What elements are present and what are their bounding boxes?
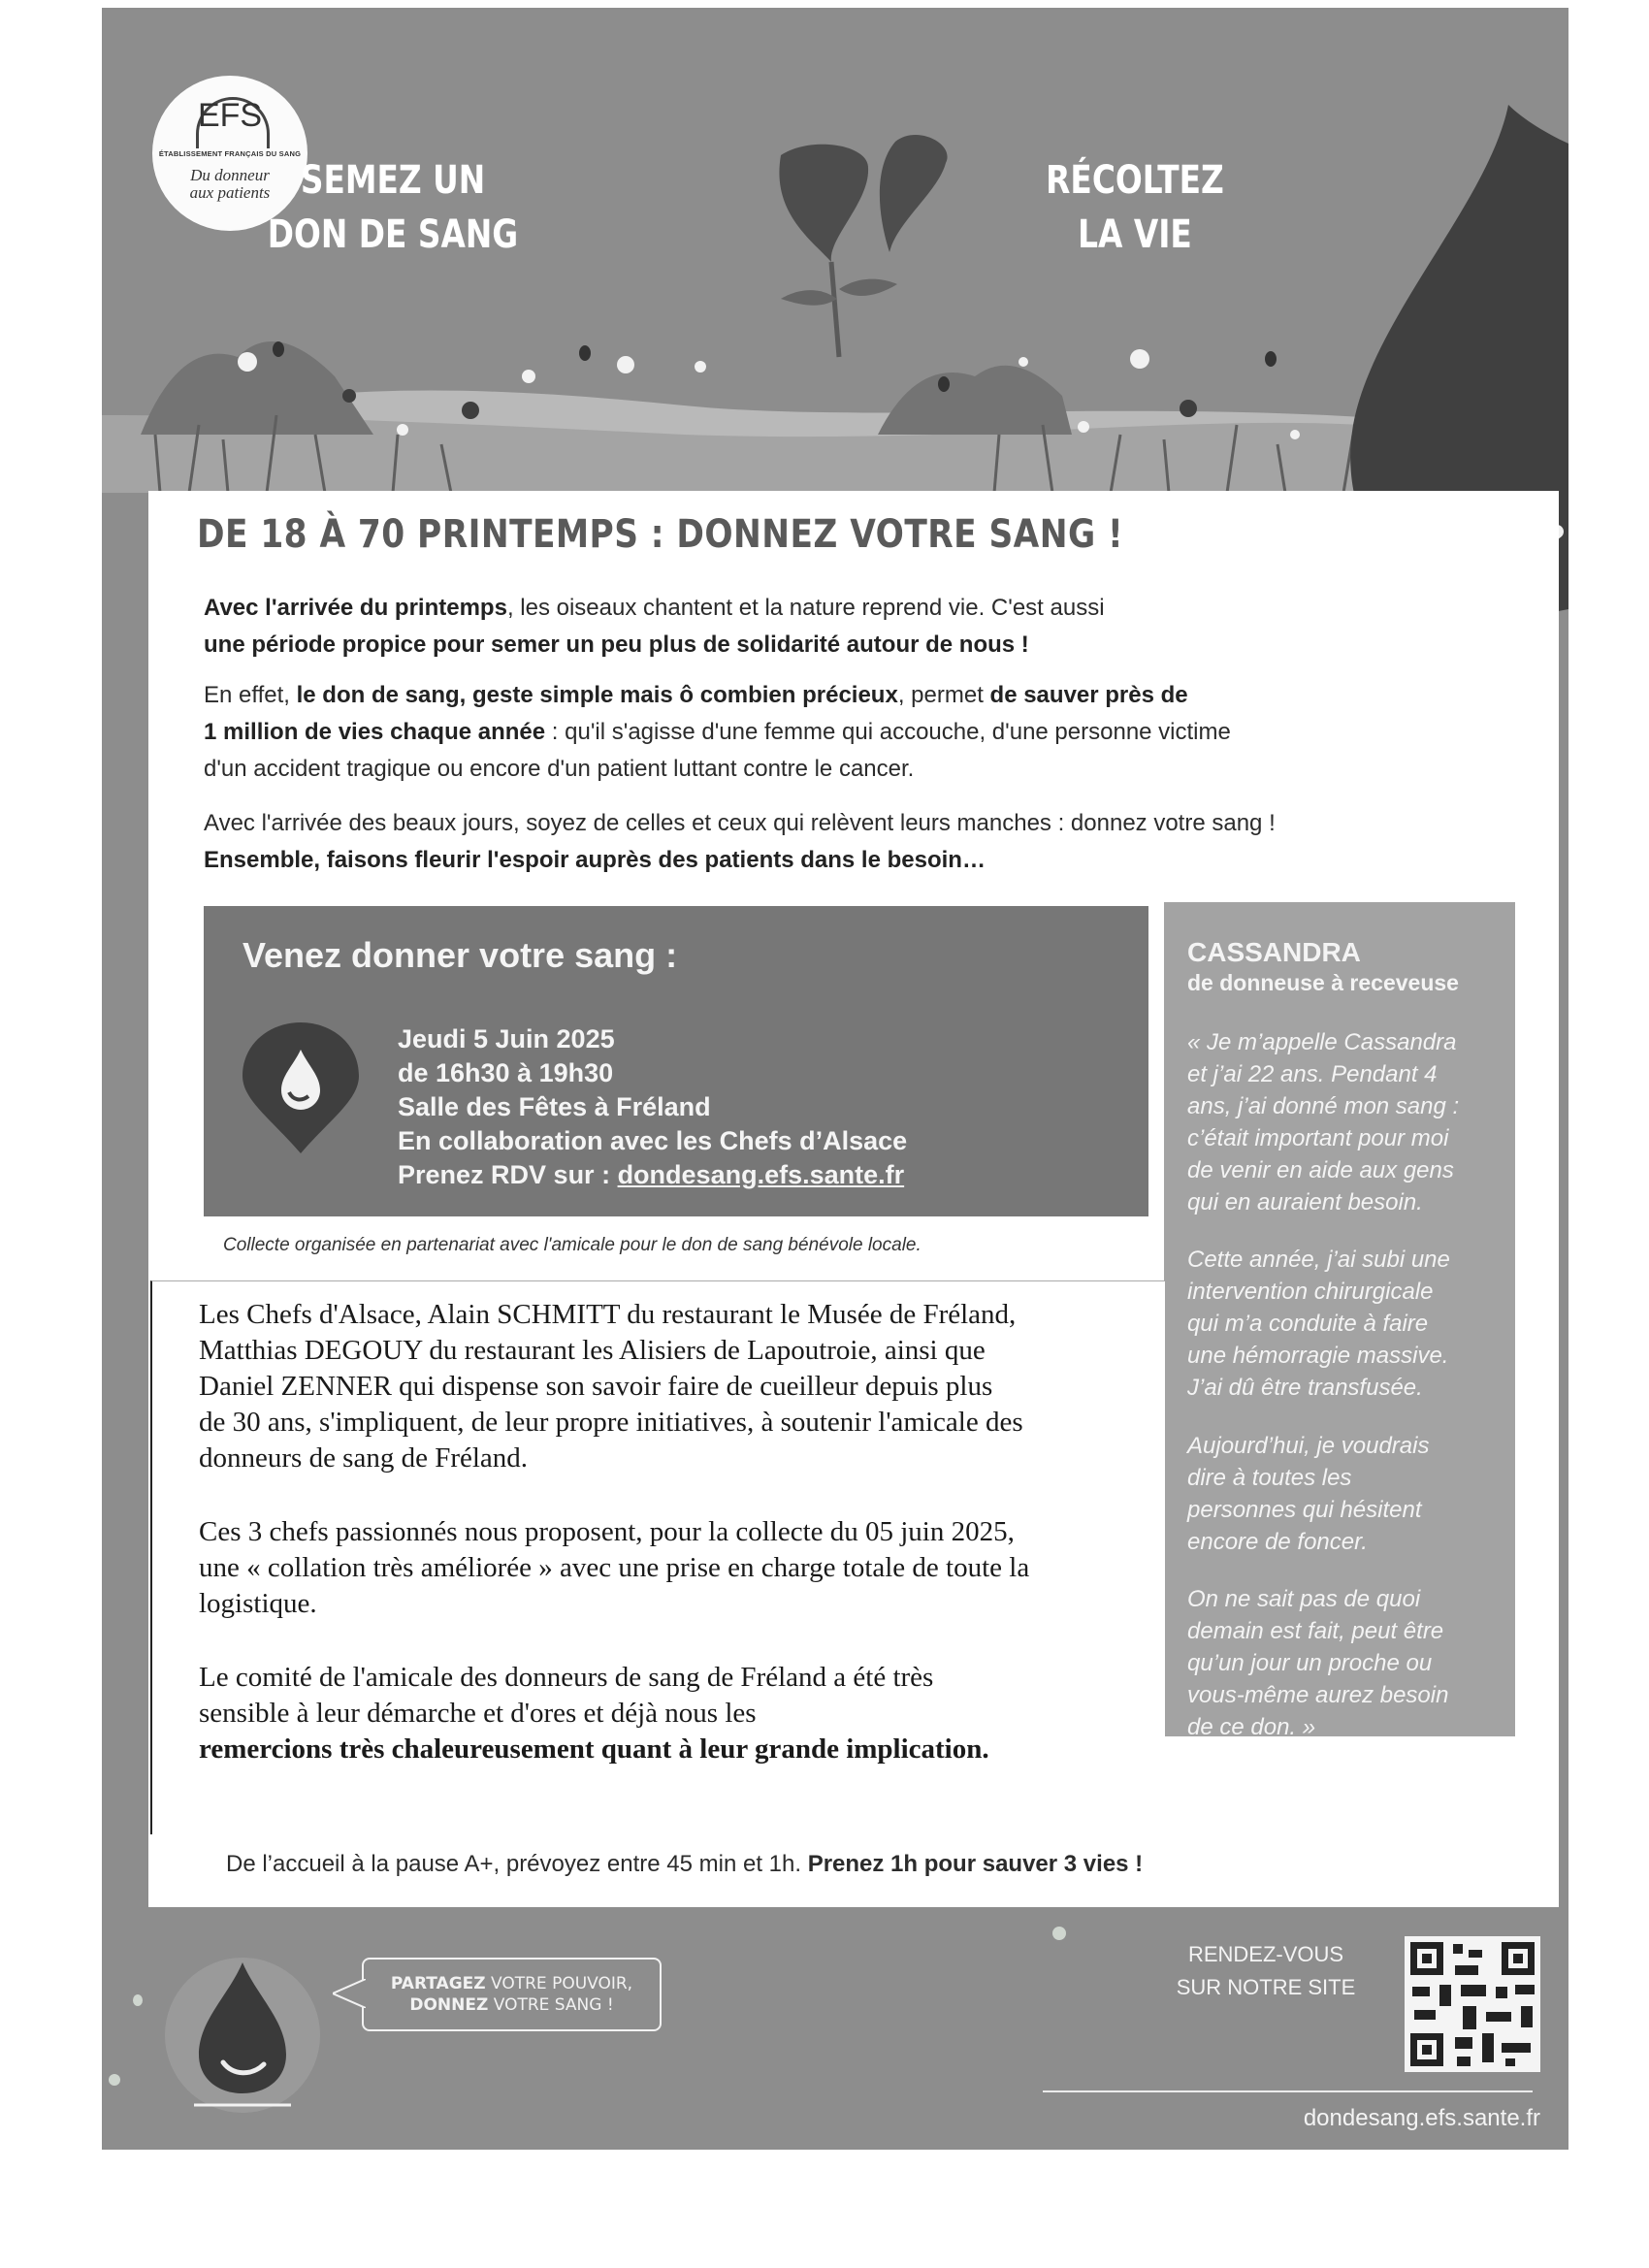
location-pin-icon	[242, 1022, 359, 1158]
chefs-paragraph-1: Les Chefs d'Alsace, Alain SCHMITT du restaurant le Musée de Fréland, Matthias DEGOUY du restaurant les Alisiers de Lapoutroie, ainsi que Daniel ZENNER qui dispense son savoir faire de cueilleur depuis plus de 30 ans, s'impliquent, de leur propre initiatives, à soutenir l'amicale des donneurs de sang de Fréland.	[199, 1299, 1023, 1474]
qr-code-icon[interactable]	[1405, 1936, 1540, 2072]
intro-paragraph-2: En effet, le don de sang, geste simple mais ô combien précieux, permet de sauver près de 1 million de vies chaque année : qu'il s'agisse d'une femme qui accouche, d'une personne victime d'un accident tragique ou encore d'un patient luttant contre le cancer.	[204, 682, 1231, 782]
testimony-quote-2: Cette année, j’ai subi une intervention chirurgicale qui m’a conduite à faire une hémorragie massive. J’ai dû être transfusée.	[1187, 1247, 1450, 1401]
efs-logo-tagline: Du donneur aux patients	[189, 166, 271, 202]
speech-bubble-icon	[362, 1958, 662, 2031]
event-box	[204, 906, 1148, 1216]
testimony-box	[1164, 902, 1515, 1740]
testimony-subtitle: de donneuse à receveuse	[1187, 970, 1459, 995]
testimony-quote-1: « Je m’appelle Cassandra et j’ai 22 ans. Pendant 4 ans, j’ai donné mon sang : c’était important pour moi de venir en aide aux gens qui en auraient besoin.	[1187, 1029, 1460, 1215]
decorative-dot	[1052, 1927, 1066, 1940]
event-date: Jeudi 5 Juin 2025	[398, 1024, 615, 1053]
intro-paragraph-3: Avec l'arrivée des beaux jours, soyez de celles et ceux qui relèvent leurs manches : donnez votre sang ! Ensemble, faisons fleurir l'espoir auprès des patients dans le besoin…	[204, 810, 1276, 873]
decorative-dot	[109, 2074, 120, 2086]
footer-blood-drop-icon	[155, 1938, 330, 2113]
testimony-name: CASSANDRA	[1187, 937, 1361, 967]
event-collab: En collaboration avec les Chefs d’Alsace	[398, 1126, 908, 1155]
event-heading: Venez donner votre sang :	[242, 935, 678, 975]
footer-divider	[1043, 2090, 1533, 2092]
event-rdv: Prenez RDV sur : dondesang.efs.sante.fr	[398, 1160, 905, 1189]
decorative-dot	[133, 1994, 143, 2006]
event-details	[398, 1022, 907, 1192]
efs-logo-org: ÉTABLISSEMENT FRANÇAIS DU SANG	[158, 149, 302, 158]
event-place: Salle des Fêtes à Fréland	[398, 1092, 711, 1121]
header-right: RÉCOLTEZ LA VIE	[1046, 158, 1224, 257]
chefs-paragraph-3: Le comité de l'amicale des donneurs de sang de Fréland a été très sensible à leur démarche et d'ores et déjà nous les remercions très chaleureusement quant à leur grande implication.	[199, 1662, 989, 1765]
testimony-quote-4: On ne sait pas de quoi demain est fait, peut être qu’un jour un proche ou vous-même aurez besoin de ce don. »	[1187, 1586, 1449, 1740]
collecte-note: Collecte organisée en partenariat avec l'amicale pour le don de sang bénévole locale.	[223, 1235, 922, 1255]
page-title: DE 18 À 70 PRINTEMPS : DONNEZ VOTRE SANG !	[197, 512, 1124, 557]
rdv-link[interactable]: dondesang.efs.sante.fr	[617, 1160, 905, 1189]
testimony-quote-3: Aujourd’hui, je voudrais dire à toutes les personnes qui hésitent encore de foncer.	[1187, 1433, 1430, 1555]
chefs-paragraph-2: Ces 3 chefs passionnés nous proposent, pour la collecte du 05 juin 2025, une « collation très améliorée » avec une prise en charge totale de toute la logistique.	[199, 1516, 1030, 1619]
bubble-text: PARTAGEZ VOTRE POUVOIR, DONNEZ VOTRE SANG !	[390, 1974, 633, 2015]
footer-url[interactable]: dondesang.efs.sante.fr	[1303, 2105, 1540, 2131]
header-left: SEMEZ UN DON DE SANG	[267, 158, 519, 257]
event-time: de 16h30 à 19h30	[398, 1058, 614, 1087]
rdv-site-label: RENDEZ-VOUS SUR NOTRE SITE	[1176, 1942, 1356, 1999]
duration-note: De l’accueil à la pause A+, prévoyez entre 45 min et 1h. Prenez 1h pour sauver 3 vies !	[226, 1851, 1144, 1877]
intro-paragraph-1: Avec l'arrivée du printemps, les oiseaux chantent et la nature reprend vie. C'est aussi une période propice pour semer un peu plus de solidarité autour de nous !	[204, 595, 1105, 658]
efs-logo-abbr: EFS	[197, 97, 263, 134]
flyer-sheet	[102, 8, 1568, 2150]
chefs-insert	[150, 1280, 1165, 1834]
